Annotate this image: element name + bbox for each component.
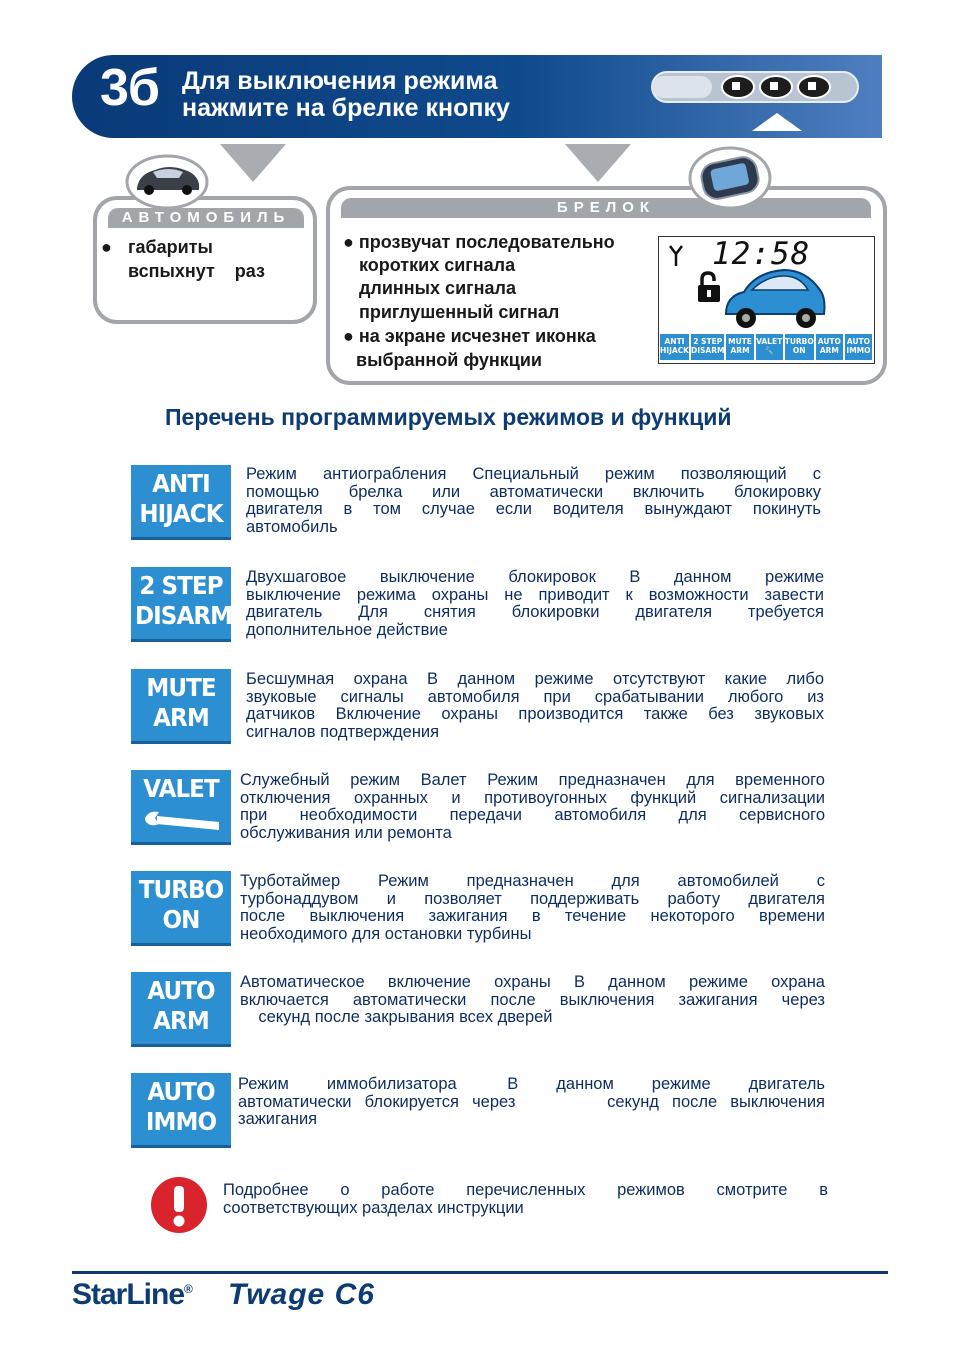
unlocked-padlock-icon <box>696 270 722 304</box>
note-text: Подробнее о работе перечисленных режимов смотрите в соответствующих разделах инструкции <box>223 1181 828 1217</box>
auto-arm-description: Автоматическое включение охраны В данном режиме охрана включается автоматически после выключения зажигания через секунд после закрывания всех дверей <box>240 973 825 1026</box>
fob-line-3: длинных сигнала <box>359 278 516 298</box>
fob-line-1: ● прозвучат последовательно <box>343 232 615 252</box>
product-name: Twage C6 <box>228 1278 375 1311</box>
auto-immo-description: Режим иммобилизатора В данном режиме двигатель автоматически блокируется через секунд после выключения зажигания <box>238 1075 825 1128</box>
lcd-cell-mute-arm: MUTE ARM <box>726 334 753 360</box>
mute-arm-icon: MUTE ARM <box>131 669 231 744</box>
lcd-cell-2step-disarm: 2 STEP DISARM <box>691 334 724 360</box>
car-text-1: габариты <box>128 237 213 257</box>
footer-rule <box>72 1271 888 1274</box>
mute-arm-description: Бесшумная охрана В данном режиме отсутствуют какие либо звуковые сигналы автомобиля при срабатывании любого из датчиков Включение охраны производится также без звуковых сигналов подтверждения <box>246 670 824 741</box>
lcd-car-icon <box>722 262 828 332</box>
brand-logo: StarLine® <box>72 1278 192 1311</box>
lcd-time: 12:58 <box>712 236 811 272</box>
auto-arm-icon: AUTO ARM <box>131 972 231 1047</box>
valet-icon: VALET <box>131 770 231 845</box>
pointer-triangle-up <box>752 113 802 131</box>
lcd-cell-anti-hijack: ANTI HIJACK <box>660 334 689 360</box>
car-text-2: вспыхнут раз <box>128 261 265 281</box>
wrench-icon <box>139 806 223 836</box>
warning-exclamation-icon <box>150 1176 208 1234</box>
car-icon <box>125 150 209 210</box>
antenna-icon <box>668 244 684 268</box>
lcd-cell-turbo-on: TURBO ON <box>785 334 814 360</box>
fob-remote-icon <box>688 146 772 210</box>
fob-line-2: коротких сигнала <box>359 255 516 275</box>
anti-hijack-icon: ANTI HIJACK <box>131 465 231 540</box>
header-line-1: Для выключения режима <box>182 67 498 95</box>
pointer-triangle-car <box>220 144 286 182</box>
2step-disarm-description: Двухшаговое выключение блокировок В данном режиме выключение режима охраны не приводит к возможности завести двигатель Для снятия блокировки двигателя требуется дополнительное действие <box>246 568 824 639</box>
fob-panel-label: БРЕЛОК <box>341 198 871 218</box>
header-instruction <box>182 68 510 122</box>
step-number: 3б <box>100 59 160 117</box>
turbo-on-description: Турботаймер Режим предназначен для автомобилей с турбонаддувом и позволяет поддерживать работу двигателя после выключения зажигания в течение некоторого времени необходимого для остановки турбины <box>240 872 825 943</box>
car-panel-label: АВТОМОБИЛЬ <box>108 208 304 228</box>
header-line-2: нажмите на брелке кнопку <box>182 94 510 122</box>
lcd-cell-auto-immo: AUTO IMMO <box>845 334 872 360</box>
car-bullet: ● <box>101 237 112 257</box>
modes-list-title: Перечень программируемых режимов и функций <box>165 404 732 430</box>
fob-line-5: ● на экране исчезнет иконка <box>343 326 596 346</box>
lcd-function-strip <box>660 334 872 360</box>
anti-hijack-description: Режим антиограбления Специальный режим позволяющий с помощью брелка или автоматически включить блокировку двигателя в том случае если водителя вынуждают покинуть автомобиль <box>246 465 821 536</box>
auto-immo-icon: AUTO IMMO <box>131 1073 231 1148</box>
fob-line-4: приглушенный сигнал <box>359 302 560 322</box>
turbo-on-icon: TURBO ON <box>131 871 231 946</box>
lcd-cell-auto-arm: AUTO ARM <box>816 334 843 360</box>
key-fob-buttons-icon <box>650 62 860 112</box>
valet-description: Служебный режим Валет Режим предназначен для временного отключения охранных и противоугонных функций сигнализации при необходимости передачи автомобиля для сервисного обслуживания или ремонта <box>240 771 825 842</box>
fob-line-6: выбранной функции <box>356 350 542 370</box>
2step-disarm-icon: 2 STEP DISARM <box>131 567 231 642</box>
lcd-cell-valet: VALET 🔧 <box>756 334 783 360</box>
pointer-triangle-fob <box>565 144 631 182</box>
